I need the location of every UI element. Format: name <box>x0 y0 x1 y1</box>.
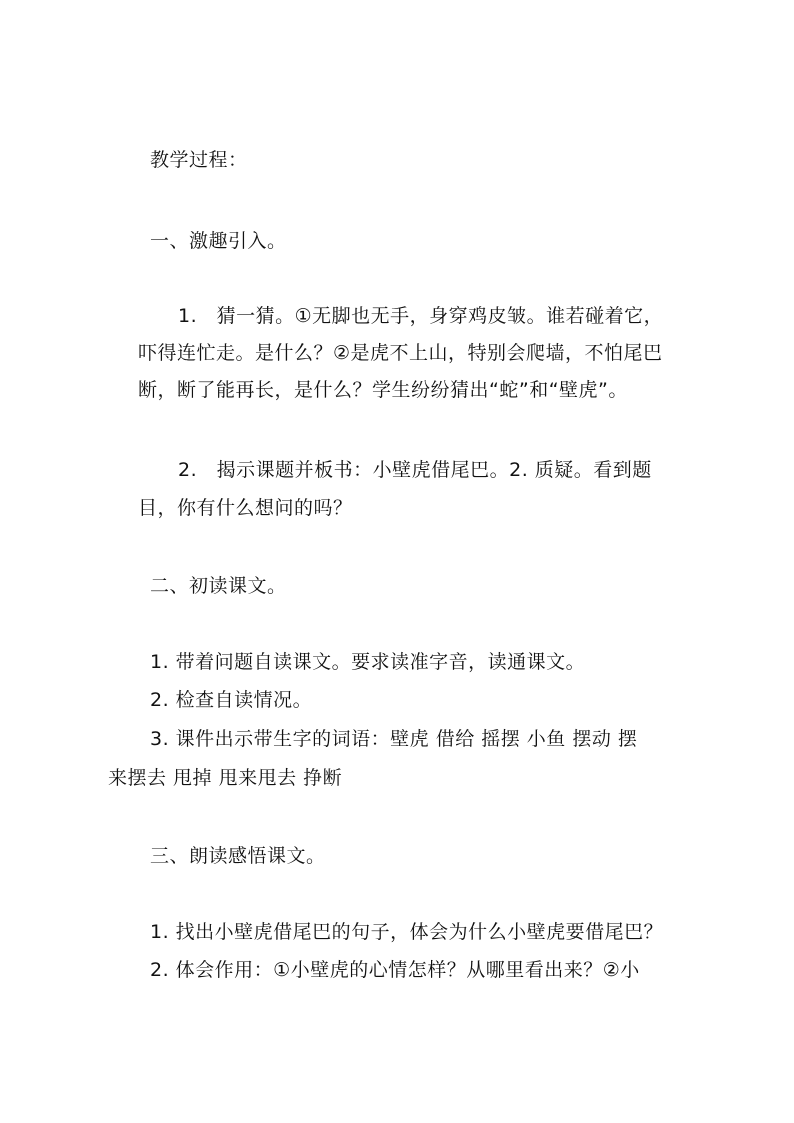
list-item: 3. 课件出示带生字的词语：壁虎 借给 摇摆 小鱼 摆动 摆 <box>150 728 638 750</box>
list-item: 1. 找出小壁虎借尾巴的句子，体会为什么小壁虎要借尾巴？ <box>150 921 664 943</box>
document-heading: 教学过程： <box>150 149 248 171</box>
list-item-continuation: 来摆去 甩掉 甩来甩去 挣断 <box>108 767 343 789</box>
paragraph-line: 1. 猜一猜。①无脚也无手，身穿鸡皮皱。谁若碰着它， <box>178 305 664 327</box>
section-title-2: 二、初读课文。 <box>150 575 287 597</box>
list-item: 2. 体会作用：①小壁虎的心情怎样？从哪里看出来？②小 <box>150 959 640 981</box>
paragraph-line: 2. 揭示课题并板书：小壁虎借尾巴。2. 质疑。看到题 <box>178 459 652 481</box>
paragraph-line: 断，断了能再长，是什么？学生纷纷猜出“蛇”和“壁虎”。 <box>138 379 628 401</box>
paragraph-line: 目，你有什么想问的吗？ <box>138 497 353 519</box>
list-item: 2. 检查自读情况。 <box>150 689 313 711</box>
section-title-1: 一、激趣引入。 <box>150 230 287 252</box>
paragraph-line: 吓得连忙走。是什么？②是虎不上山，特别会爬墙，不怕尾巴 <box>138 342 663 364</box>
section-title-3: 三、朗读感悟课文。 <box>150 845 326 867</box>
list-item: 1. 带着问题自读课文。要求读准字音，读通课文。 <box>150 651 586 673</box>
